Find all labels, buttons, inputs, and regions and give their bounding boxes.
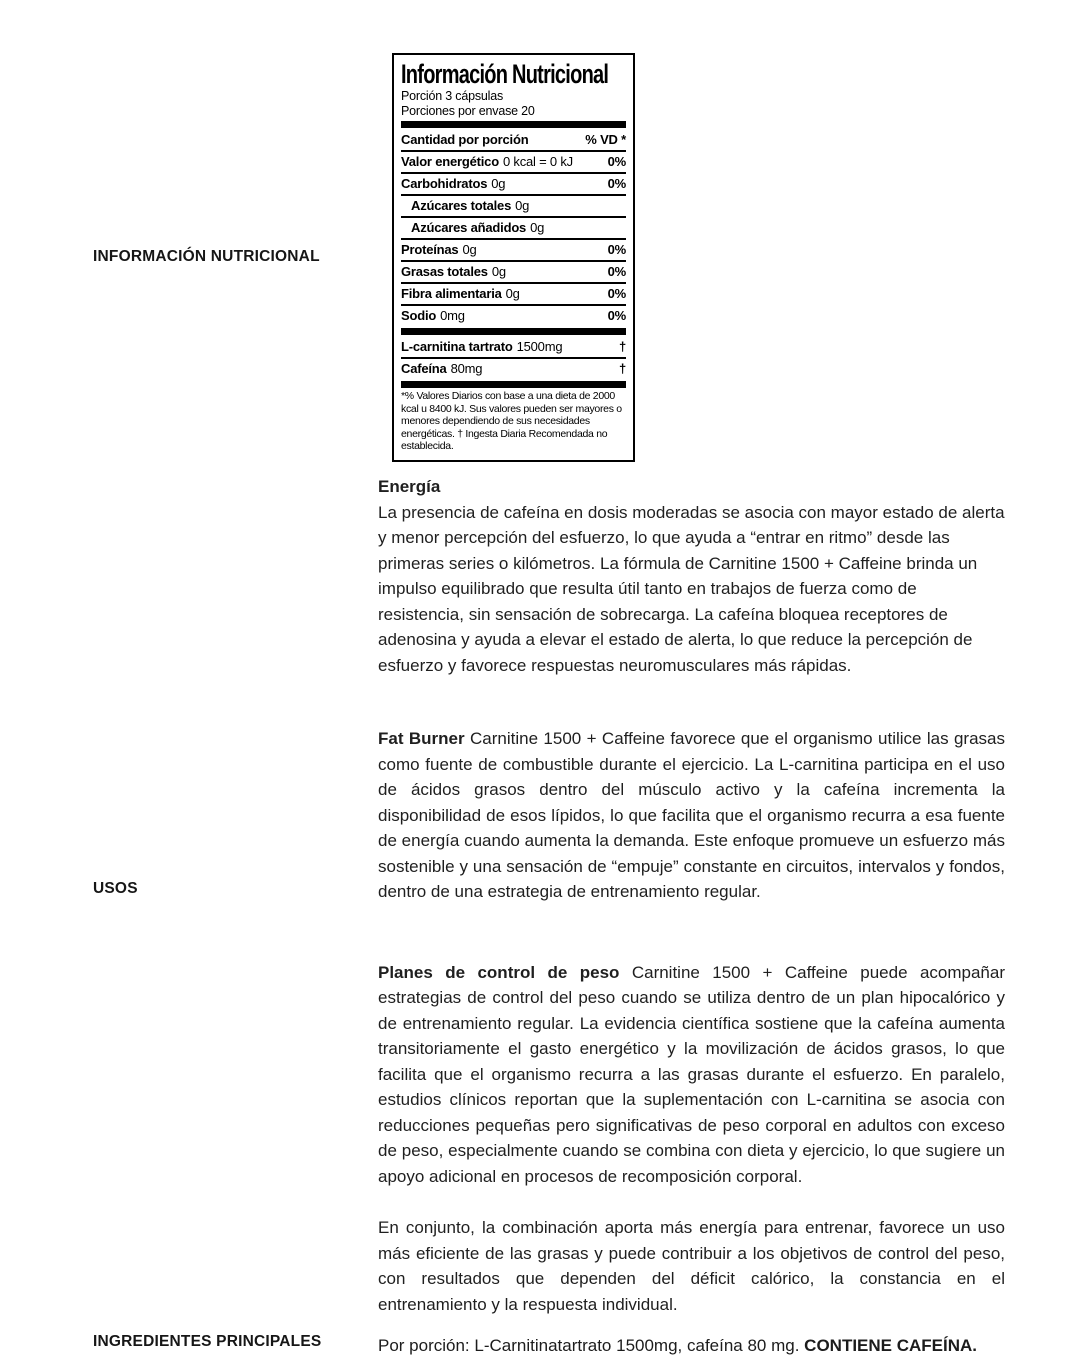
ingredientes-content [378, 1333, 1005, 1359]
nutrient-row: Fibra alimentaria 0g 0% [401, 282, 626, 304]
table-header-row [401, 130, 626, 150]
informacion-nutricional-heading: INFORMACIÓN NUTRICIONAL [93, 248, 320, 266]
left-label-column [93, 462, 378, 1318]
contiene-cafeina-warning: CONTIENE CAFEÍNA. [804, 1336, 978, 1355]
nutrient-table [401, 130, 626, 326]
usos-content [378, 462, 1005, 1318]
nutrition-facts-title: Información Nutricional [401, 59, 609, 89]
conclusion-paragraph: En conjunto, la combinación aporta más energía para entrenar, favorece un uso más eficiente de las grasas y puede contribuir a los objetivos de control del peso, con resultados que dependen del déficit calórico, la constancia en el entrenamiento y la respuesta individual. [378, 1218, 1005, 1314]
amount-per-serving-label: Cantidad por porción [401, 132, 529, 147]
por-porcion-text: Por porción: L-Carnitinatartrato 1500mg, cafeína 80 mg. [378, 1336, 805, 1355]
nutrient-row: Cafeína 80mg † [401, 357, 626, 379]
usos-heading: USOS [93, 880, 138, 898]
daily-values-footnote: *% Valores Diarios con base a una dieta de 2000 kcal u 8400 kJ. Sus valores pueden ser mayores o menores dependiendo de sus necesidades energéticas. † Ingesta Diaria Recomendada no establecida. [401, 390, 622, 452]
control-peso-lead: Planes de control de peso [378, 962, 620, 982]
divider-bar [401, 381, 626, 388]
section-usos [93, 462, 1005, 1318]
nutrient-row: Carbohidratos 0g 0% [401, 172, 626, 194]
nutrient-row: L-carnitina tartrato 1500mg † [401, 339, 626, 354]
divider-bar [401, 121, 626, 128]
por-porcion-line [378, 1333, 1005, 1359]
paragraph-gap [378, 905, 1005, 960]
control-peso-text: Carnitine 1500 + Caffeine puede acompañar estrategias de control del peso cuando se utiliza dentro de un plan hipocalórico y de entrenamiento regular. La evidencia científica sostiene que la cafeína aumenta transitoriamente el gasto energético y la movilización de ácidos grasos, lo que facilita que el organismo recurra a las grasas durante el esfuerzo. En paralelo, estudios clínicos reportan que la suplementación con L-carnitina se asocia con reducciones pequeñas pero significativas de peso corporal en adultos con exceso de peso, especialmente cuando se combina con dieta y ejercicio, lo que sugiere un apoyo adicional en procesos de recomposición corporal. [378, 962, 1005, 1186]
left-label-column [93, 1333, 378, 1359]
divider-bar [401, 328, 626, 335]
serving-size: Porción 3 cápsulas [401, 89, 504, 103]
paragraph-gap [378, 1189, 1005, 1215]
energia-subheading: Energía [378, 476, 441, 496]
active-ingredients-table [401, 337, 626, 379]
nutrient-row: Grasas totales 0g 0% [401, 260, 626, 282]
energia-paragraph: La presencia de cafeína en dosis moderadas se asocia con mayor estado de alerta y menor percepción del esfuerzo, lo que ayuda a “entrar en ritmo” desde las primeras series o kilómetros. La fórmula de Carnitine 1500 + Caffeine brinda un impulso equilibrado que resulta útil tanto en trabajos de fuerza como de resistencia, sin sensación de sobrecarga. La cafeína bloquea receptores de adenosina y ayuda a elevar el estado de alerta, lo que reduce la percepción de esfuerzo y favorece respuestas neuromusculares más rápidas. [378, 502, 1005, 675]
nutrition-label-column [378, 53, 1005, 462]
section-informacion-nutricional [93, 53, 1005, 462]
nutrient-row: Sodio 0mg 0% [401, 304, 626, 326]
nutrient-row: Azúcares totales 0g [401, 194, 626, 216]
section-ingredientes [93, 1333, 1005, 1359]
fat-burner-lead: Fat Burner [378, 729, 465, 748]
left-label-column [93, 53, 378, 462]
nutrition-facts-panel [392, 53, 635, 462]
control-peso-paragraph [378, 960, 1005, 1190]
fat-burner-paragraph [378, 726, 1005, 905]
nutrient-row: Azúcares añadidos 0g [401, 216, 626, 238]
ingredientes-heading: INGREDIENTES PRINCIPALES [93, 1333, 322, 1350]
daily-value-header: % VD * [585, 132, 626, 147]
fat-burner-text: Carnitine 1500 + Caffeine favorece que el organismo utilice las grasas como fuente de combustible durante el ejercicio. La L-carnitina participa en el uso de ácidos grasos dentro del músculo activo y la cafeína incrementa la disponibilidad de esos lípidos, lo que facilita que el organismo recurra a esa fuente de energía cuando aumenta la demanda. Este enfoque promueve un esfuerzo más sostenible y una sensación de “empuje” constante en circuitos, intervalos y fondos, dentro de una estrategia de entrenamiento regular. [378, 729, 1005, 901]
paragraph-gap [378, 678, 1005, 726]
nutrient-row: Valor energético 0 kcal = 0 kJ 0% [401, 150, 626, 172]
nutrient-row: Proteínas 0g 0% [401, 238, 626, 260]
servings-per-container: Porciones por envase 20 [401, 104, 535, 118]
